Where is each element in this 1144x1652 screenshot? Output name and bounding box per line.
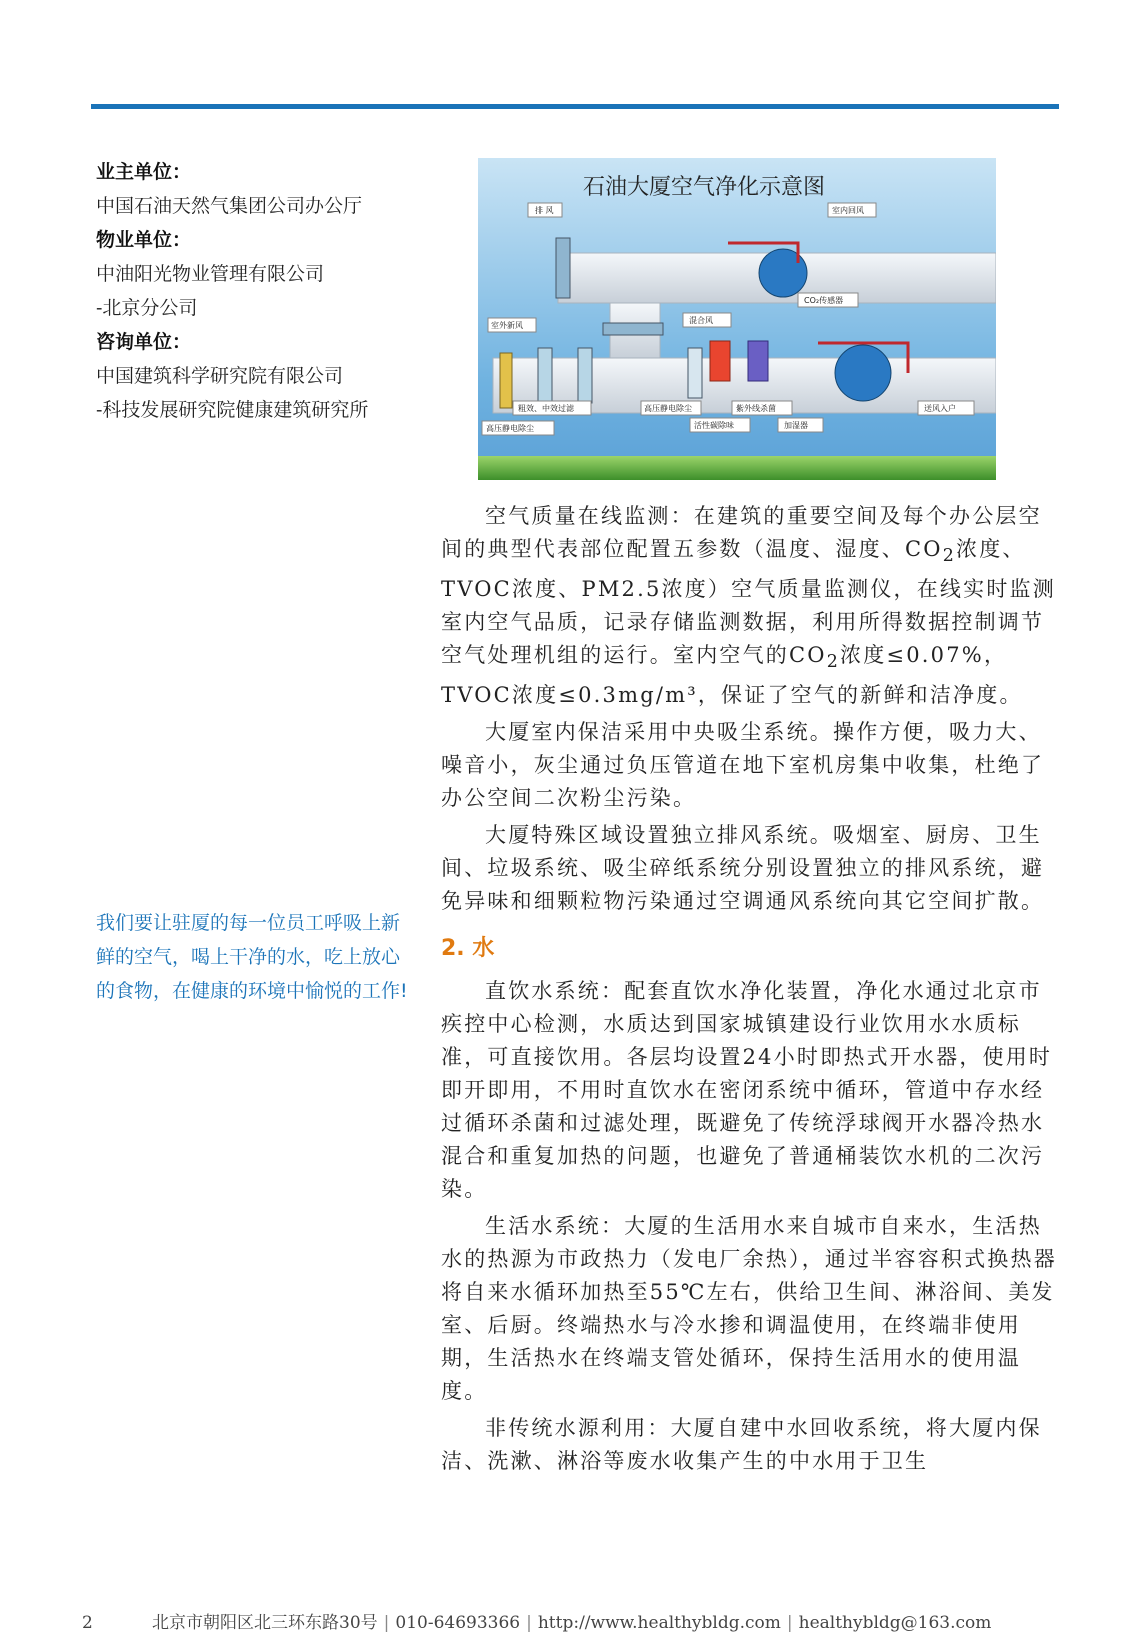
property-value: 中油阳光物业管理有限公司 [96, 263, 325, 285]
label-humidifier: 加湿器 [784, 421, 808, 430]
property-value-branch: -北京分公司 [96, 297, 198, 319]
mixing-damper [603, 323, 663, 335]
label-hv-dust: 高压静电除尘 [486, 424, 534, 433]
fan-lower [835, 345, 891, 401]
grass [478, 456, 996, 480]
consultant-value-institute: -科技发展研究院健康建筑研究所 [96, 399, 369, 421]
main-text [441, 500, 1061, 1482]
paragraph-exhaust: 大厦特殊区域设置独立排风系统。吸烟室、厨房、卫生间、垃圾系统、吸尘碎纸系统分别设置独立的排风系统，避免异味和细颗粒物污染通过空调通风系统向其它空间扩散。 [441, 823, 1045, 914]
footer-address: 北京市朝阳区北三环东路30号 [152, 1613, 378, 1633]
footer-url[interactable]: http://www.healthybldg.com [537, 1613, 781, 1633]
filter-block-2 [538, 348, 552, 403]
footer-email[interactable]: healthybldg@163.com [798, 1613, 992, 1633]
page-number: 2 [82, 1613, 93, 1633]
label-activated: 活性碳除味 [694, 421, 734, 430]
label-indoor-return: 室内回风 [832, 206, 864, 215]
owner-label: 业主单位： [96, 161, 192, 183]
paragraph-drinking-water: 直饮水系统：配套直饮水净化装置，净化水通过北京市疾控中心检测，水质达到国家城镇建设行业饮用水水质标准，可直接饮用。各层均设置24小时即热式开水器，使用时即开即用，不用时直饮水在密闭系统中循环，管道中存水经过循环杀菌和过滤处理，既避免了传统浮球阀开水器冷热水混合和重复加热的问题，也避免了普通桶装饮水机的二次污染。 [441, 979, 1053, 1202]
top-rule [91, 104, 1059, 109]
consultant-label: 咨询单位： [96, 331, 192, 353]
label-hv-dust-2: 高压静电除尘 [644, 404, 692, 413]
paragraph-domestic-water: 生活水系统：大厦的生活用水来自城市自来水，生活热水的热源为市政热力（发电厂余热），通过半容容积式换热器将自来水循环加热至55℃左右，供给卫生间、淋浴间、美发室、后厨。终端热水与冷水掺和调温使用，在终端非使用期，生活热水在终端支管处循环，保持生活用水的使用温度。 [441, 1214, 1057, 1404]
label-uv: 紫外线杀菌 [736, 404, 776, 413]
footer-phone: 010-64693366 [395, 1613, 521, 1633]
paragraph-air-monitoring: 空气质量在线监测：在建筑的重要空间及每个办公层空间的典型代表部位配置五参数（温度、湿度、$CO_2$浓度、TVOC浓度、PM2.5浓度）空气质量监测仪，在线实时监测室内空气品质，记录存储监测数据，利用所得数据控制调节空气处理机组的运行。室内空气的$CO_2$浓度≤0.07%，TVOC浓度≤0.3mg/m³，保证了空气的新鲜和洁净度。 [441, 504, 1056, 708]
consultant-value: 中国建筑科学研究院有限公司 [96, 365, 344, 387]
exhaust-grille [556, 238, 570, 298]
filter-block-1 [500, 353, 512, 408]
filter-block-3 [578, 348, 592, 403]
diagram-title: 石油大厦空气净化示意图 [583, 175, 826, 200]
air-purification-diagram [478, 158, 996, 480]
label-exhaust: 排 风 [535, 206, 554, 215]
footer: 2 北京市朝阳区北三环东路30号 | 010-64693366 | http://www.healthybldg.com | healthybldg@163.com [82, 1613, 992, 1633]
label-co2-sensor: CO₂传感器 [804, 296, 844, 305]
project-info [96, 155, 426, 427]
paragraph-central-vacuum: 大厦室内保洁采用中央吸尘系统。操作方便，吸力大、噪音小，灰尘通过负压管道在地下室机房集中收集，杜绝了办公空间二次粉尘污染。 [441, 720, 1045, 811]
heading-water: 2. 水 [441, 936, 495, 962]
paragraph-reclaimed-water: 非传统水源利用：大厦自建中水回收系统，将大厦内保洁、洗漱、淋浴等废水收集产生的中水用于卫生 [441, 1416, 1042, 1474]
uv-block [748, 341, 768, 381]
owner-value: 中国石油天然气集团公司办公厅 [96, 195, 363, 217]
label-outdoor-fresh: 室外新风 [491, 321, 523, 330]
label-mixed: 混合风 [689, 316, 713, 325]
label-filter: 粗效、中效过滤 [518, 404, 574, 413]
fan-upper [759, 249, 807, 297]
activated-block [688, 348, 702, 398]
label-supply: 送风入户 [924, 404, 956, 413]
hv-dust-block [710, 341, 730, 381]
property-label: 物业单位： [96, 229, 192, 251]
pull-quote: 我们要让驻厦的每一位员工呼吸上新鲜的空气，喝上干净的水，吃上放心的食物，在健康的环境中愉悦的工作! [96, 912, 408, 1002]
